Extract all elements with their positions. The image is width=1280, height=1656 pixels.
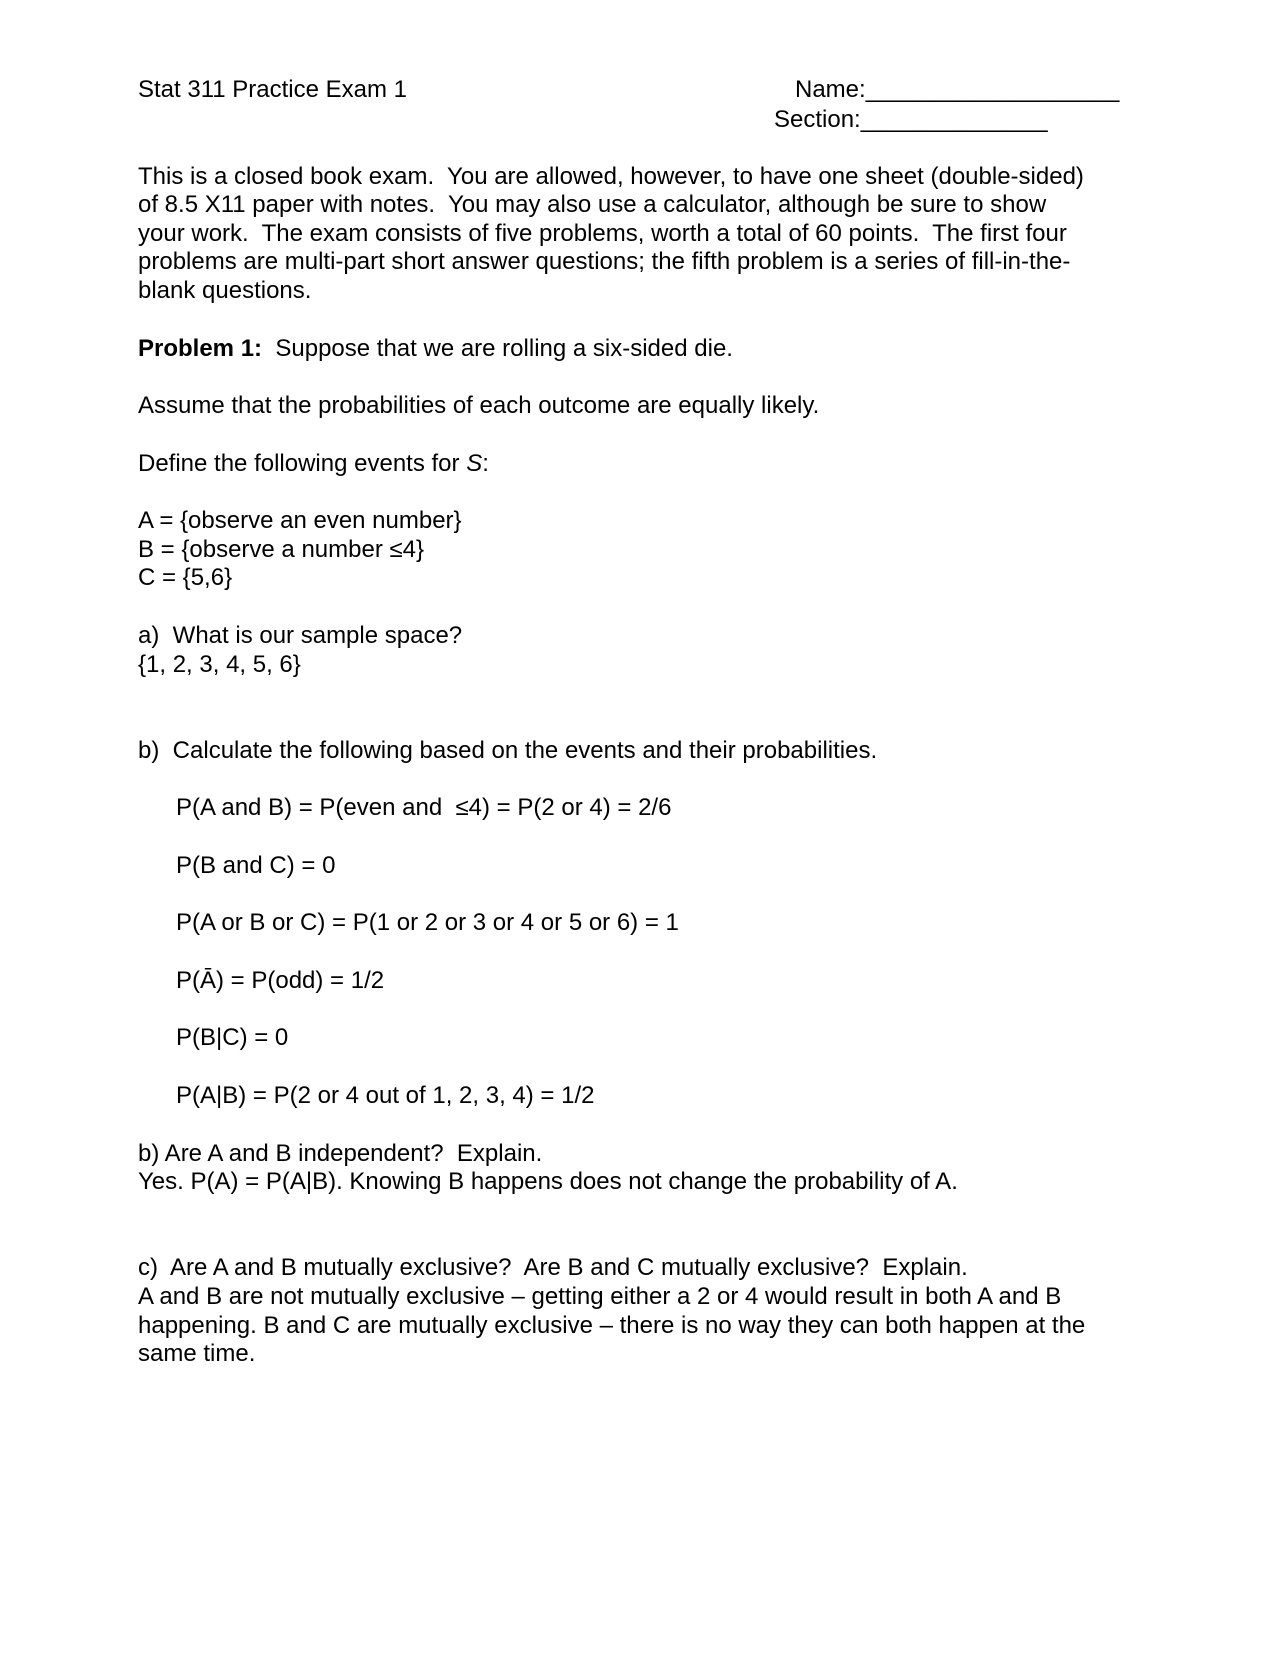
define-prefix: Define the following events for xyxy=(138,450,467,477)
instructions-line-3: your work. The exam consists of five problems, worth a total of 60 points. The first four xyxy=(138,220,1067,247)
event-b: B = {observe a number ≤4} xyxy=(138,536,425,563)
calc-not-a: P(Ā) = P(odd) = 1/2 xyxy=(176,967,385,994)
problem-1-statement xyxy=(138,335,733,363)
calc-a-given-b: P(A|B) = P(2 or 4 out of 1, 2, 3, 4) = 1/2 xyxy=(176,1082,595,1109)
calc-a-and-b: P(A and B) = P(even and ≤4) = P(2 or 4) = 2/6 xyxy=(176,794,672,821)
instructions-line-2: of 8.5 X11 paper with notes. You may also use a calculator, although be sure to show xyxy=(138,191,1047,218)
part-c-question: c) Are A and B mutually exclusive? Are B and C mutually exclusive? Explain. xyxy=(138,1254,968,1281)
part-a-question: a) What is our sample space? xyxy=(138,622,463,649)
event-a: A = {observe an even number} xyxy=(138,507,462,534)
independence-question: b) Are A and B independent? Explain. xyxy=(138,1140,543,1167)
problem-1-assumption: Assume that the probabilities of each outcome are equally likely. xyxy=(138,392,820,419)
calc-a-or-b-or-c: P(A or B or C) = P(1 or 2 or 3 or 4 or 5 or 6) = 1 xyxy=(176,909,679,936)
section-field-label: Section:______________ xyxy=(774,106,1048,133)
part-b-question: b) Calculate the following based on the events and their probabilities. xyxy=(138,737,878,764)
part-c-answer-line-2: happening. B and C are mutually exclusive – there is no way they can both happen at the xyxy=(138,1312,1086,1339)
define-variable: S xyxy=(466,450,483,477)
name-field-label: Name:___________________ xyxy=(795,76,1120,103)
independence-answer: Yes. P(A) = P(A|B). Knowing B happens does not change the probability of A. xyxy=(138,1168,958,1195)
part-a-answer: {1, 2, 3, 4, 5, 6} xyxy=(138,651,301,678)
part-c-answer-line-1: A and B are not mutually exclusive – getting either a 2 or 4 would result in both A and B xyxy=(138,1283,1062,1310)
problem-1-text: Suppose that we are rolling a six-sided die. xyxy=(262,335,733,362)
event-c: C = {5,6} xyxy=(138,564,233,591)
problem-1-define-events xyxy=(138,450,489,478)
define-suffix: : xyxy=(482,450,489,477)
calc-b-given-c: P(B|C) = 0 xyxy=(176,1024,289,1051)
instructions-line-5: blank questions. xyxy=(138,277,312,304)
problem-1-label: Problem 1: xyxy=(138,335,263,362)
course-title: Stat 311 Practice Exam 1 xyxy=(138,76,408,103)
instructions-line-4: problems are multi-part short answer questions; the fifth problem is a series of fill-in-the- xyxy=(138,248,1071,275)
instructions-line-1: This is a closed book exam. You are allowed, however, to have one sheet (double-sided) xyxy=(138,163,1084,190)
calc-b-and-c: P(B and C) = 0 xyxy=(176,852,336,879)
part-c-answer-line-3: same time. xyxy=(138,1340,256,1367)
